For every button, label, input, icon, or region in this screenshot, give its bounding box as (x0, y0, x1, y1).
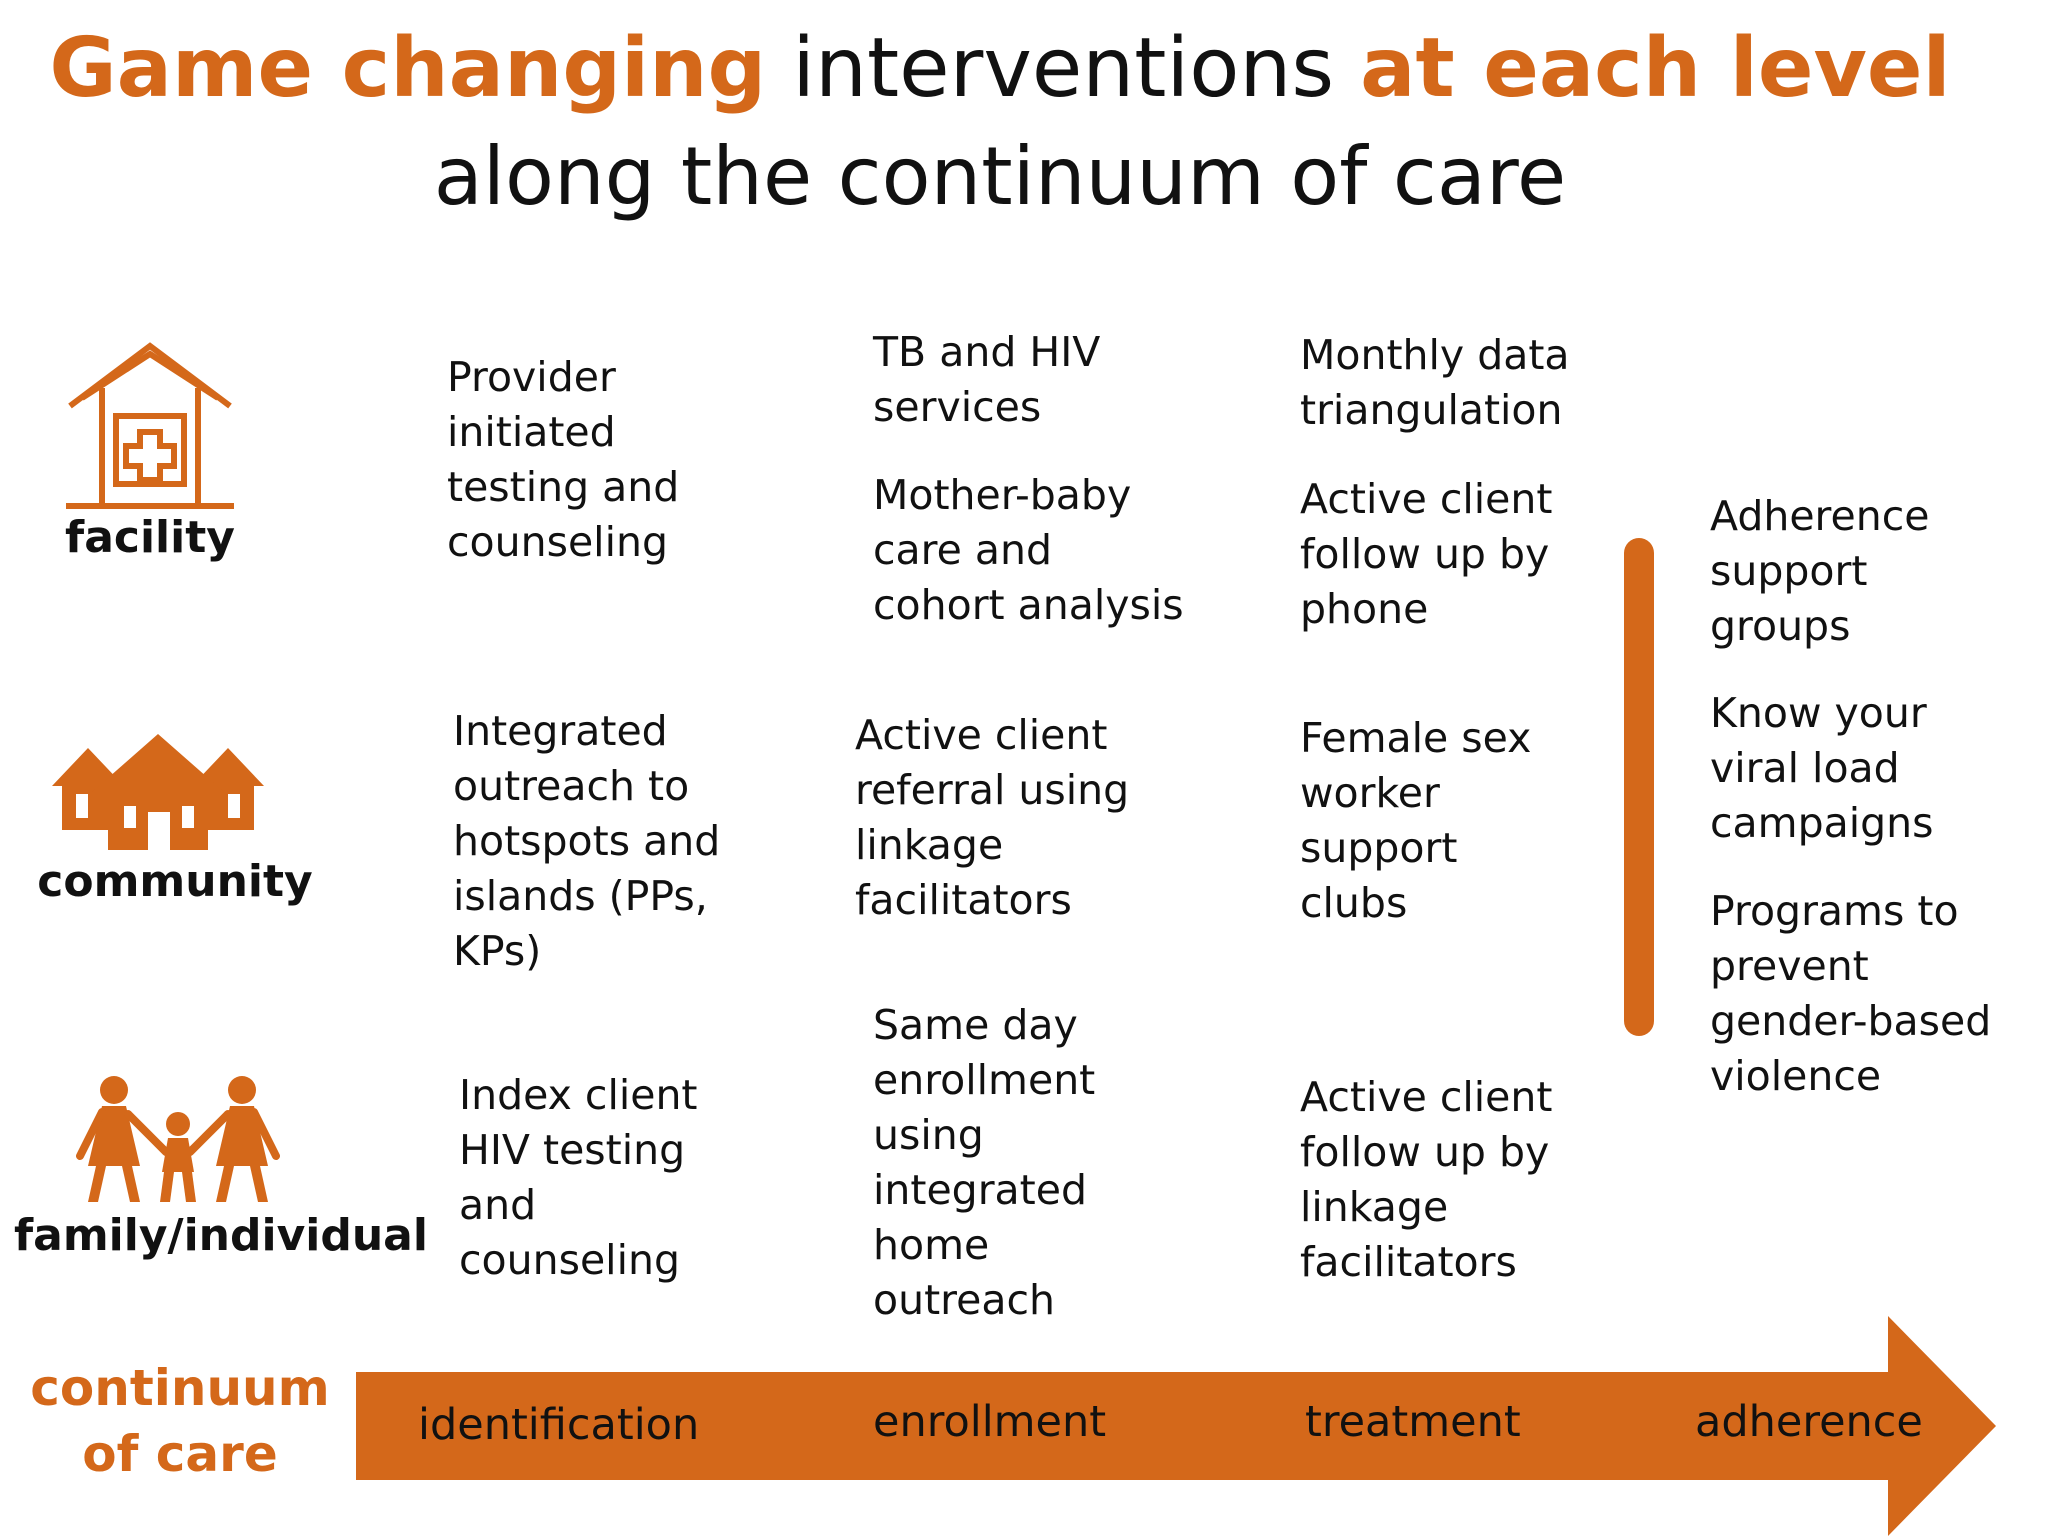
intervention-adherence-1: Adherence support groups (1710, 492, 1930, 650)
intervention-adherence-2: Know your viral load campaigns (1710, 689, 1934, 847)
hospital-icon (62, 340, 238, 512)
level-label-community: community (37, 856, 313, 907)
intervention-adherence-3: Programs to prevent gender-based violence (1710, 887, 1992, 1100)
continuum-of-care-label (20, 1355, 340, 1487)
title-segment: Game changing (49, 21, 767, 116)
houses-icon (52, 734, 264, 850)
page-title-line-1 (0, 14, 2000, 124)
intervention-treatment-facility-2: Active client follow up by phone (1300, 475, 1553, 633)
intervention-enrollment-facility-2: Mother-baby care and cohort analysis (873, 471, 1184, 629)
title-segment: interventions (766, 21, 1361, 116)
intervention-enrollment-community: Active client referral using linkage facilitators (855, 711, 1130, 924)
intervention-treatment-family: Active client follow up by linkage facilitators (1300, 1073, 1553, 1286)
title-segment: at each level (1360, 21, 1951, 116)
family-icon (76, 1076, 280, 1206)
intervention-treatment-community: Female sex worker support clubs (1300, 714, 1532, 927)
page-title-line-2: along the continuum of care (433, 130, 1567, 223)
intervention-identification-facility: Provider initiated testing and counseling (447, 353, 680, 566)
stage-identification: identification (418, 1400, 700, 1450)
stage-adherence: adherence (1695, 1397, 1923, 1447)
intervention-treatment-facility-1: Monthly data triangulation (1300, 331, 1570, 434)
intervention-identification-family: Index client HIV testing and counseling (459, 1071, 698, 1284)
intervention-identification-community: Integrated outreach to hotspots and islands (PPs, KPs) (453, 707, 721, 975)
intervention-enrollment-facility-1: TB and HIV services (873, 328, 1101, 431)
intervention-enrollment-family: Same day enrollment using integrated home outreach (873, 1001, 1096, 1324)
adherence-span-bar (1624, 538, 1654, 1036)
level-label-family: family/individual (14, 1210, 428, 1261)
continuum-label-line-2: of care (82, 1425, 278, 1483)
continuum-label-line-1: continuum (30, 1359, 330, 1417)
stage-treatment: treatment (1305, 1397, 1521, 1447)
level-label-facility: facility (65, 512, 235, 563)
stage-enrollment: enrollment (873, 1397, 1107, 1447)
